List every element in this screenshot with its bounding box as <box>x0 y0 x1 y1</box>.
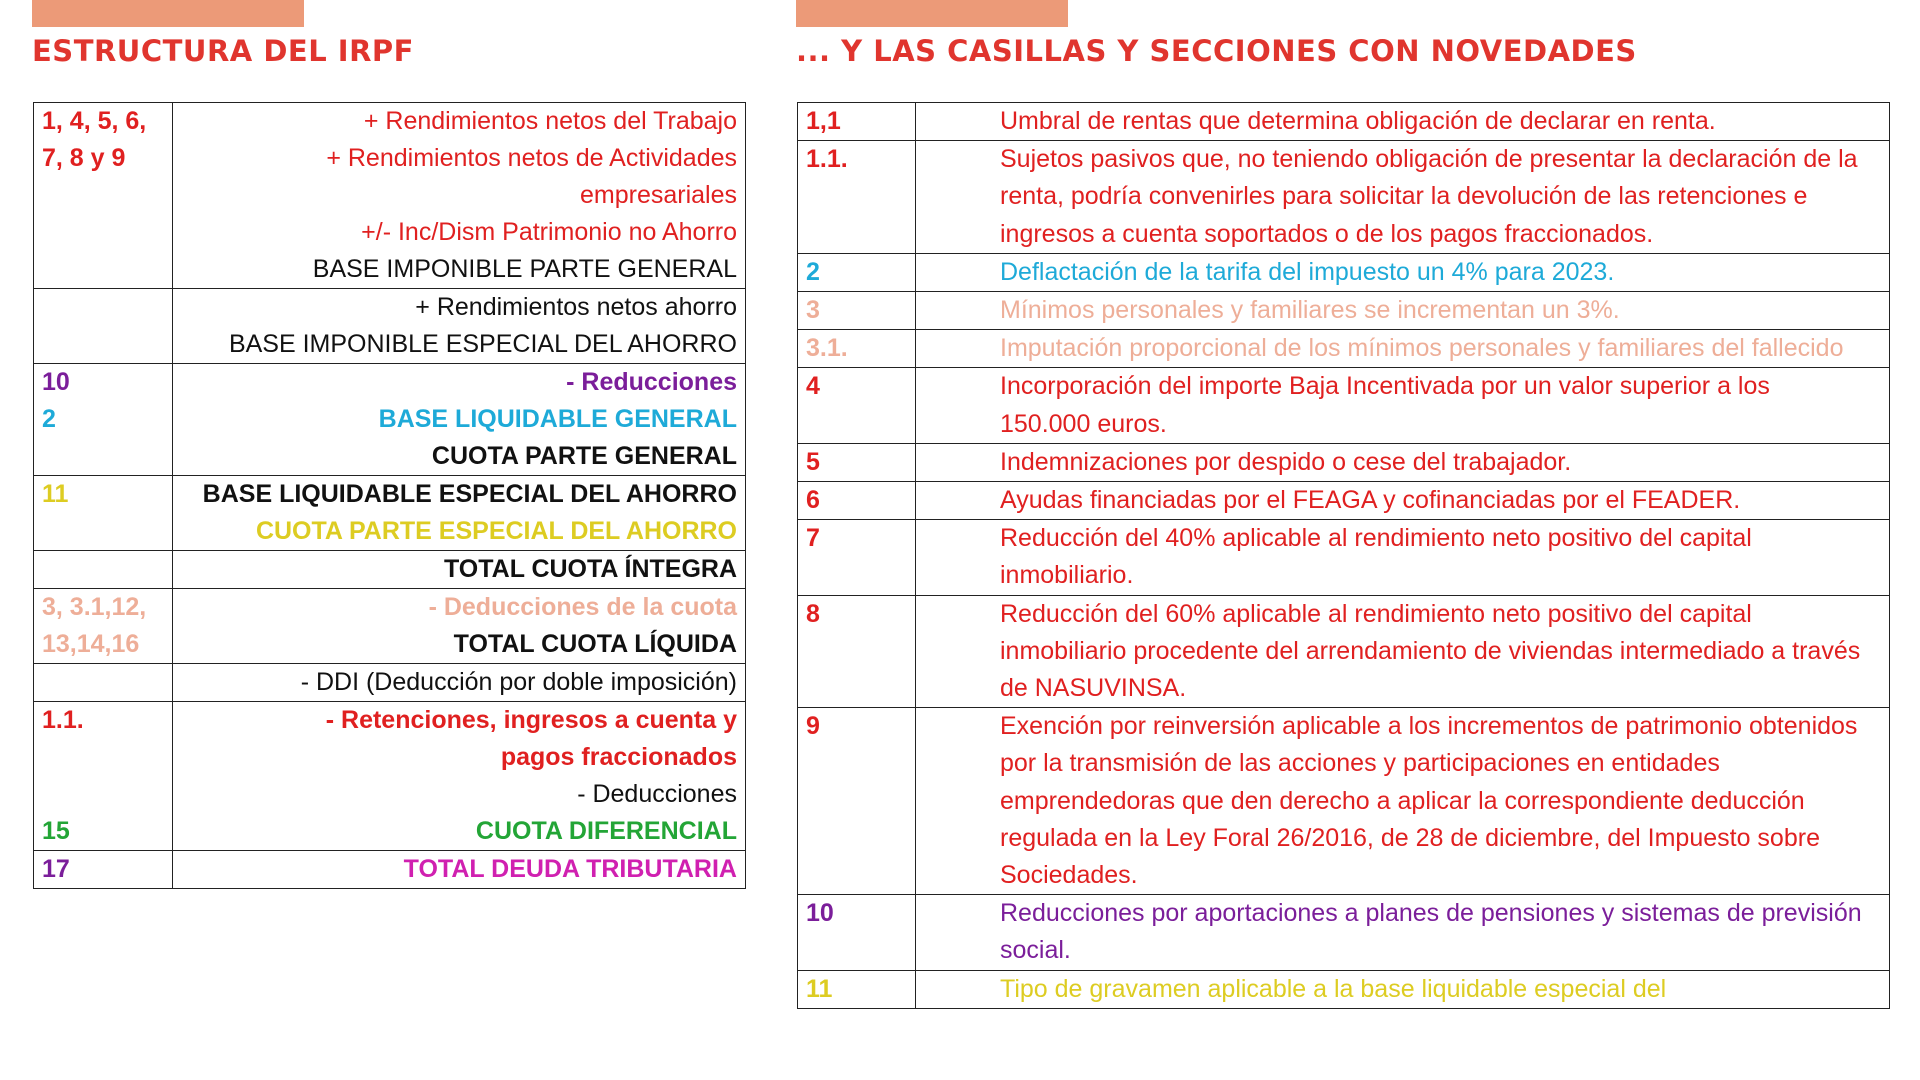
novelty-description-cell <box>916 103 1890 141</box>
novelty-row <box>798 443 1890 481</box>
novelty-code-cell <box>798 970 916 1008</box>
casilla-code: 1, 4, 5, 6, <box>42 107 147 135</box>
casilla-code: 2 <box>42 405 56 433</box>
novelty-row <box>798 482 1890 520</box>
casilla-codes-cell <box>34 664 173 702</box>
novelty-row <box>798 141 1890 254</box>
concept-line: +/- Inc/Dism Patrimonio no Ahorro <box>361 218 737 246</box>
right-section-title: ... Y LAS CASILLAS Y SECCIONES CON NOVEDADES <box>796 34 1637 68</box>
novelty-code-cell <box>798 595 916 708</box>
casilla-codes-cell <box>34 589 173 664</box>
casilla-code: 7, 8 y 9 <box>42 144 126 172</box>
novelty-row <box>798 253 1890 291</box>
novelty-code-cell <box>798 141 916 254</box>
concept-line: BASE LIQUIDABLE GENERAL <box>378 405 737 433</box>
concept-cell <box>173 589 746 664</box>
concept-line: BASE LIQUIDABLE ESPECIAL DEL AHORRO <box>202 480 737 508</box>
concept-line: - Retenciones, ingresos a cuenta y <box>325 706 737 734</box>
concept-cell <box>173 364 746 476</box>
concept-cell <box>173 289 746 364</box>
concept-line: + Rendimientos netos del Trabajo <box>363 107 737 135</box>
novelty-code: 2 <box>806 257 820 286</box>
novelty-description-cell <box>916 330 1890 368</box>
novelty-description: Reducción del 60% aplicable al rendimiento neto positivo del capital inmobiliario procedente del arrendamiento de viviendas intermediado a través de NASUVINSA. <box>1000 599 1861 703</box>
concept-cell <box>173 851 746 889</box>
structure-row <box>34 702 746 851</box>
concept-cell <box>173 702 746 851</box>
novelty-code-cell <box>798 520 916 595</box>
left-section-title: ESTRUCTURA DEL IRPF <box>32 34 414 68</box>
novelty-description: Tipo de gravamen aplicable a la base liquidable especial del <box>1000 974 1667 1003</box>
novelty-description: Umbral de rentas que determina obligación de declarar en renta. <box>1000 107 1716 135</box>
casilla-code: 17 <box>42 855 70 883</box>
concept-line: empresariales <box>579 181 737 209</box>
concept-line: CUOTA DIFERENCIAL <box>475 817 737 845</box>
casilla-codes-cell <box>34 551 173 589</box>
concept-line: pagos fraccionados <box>500 743 737 771</box>
novelty-description-cell <box>916 253 1890 291</box>
concept-cell <box>173 476 746 551</box>
novelty-description: Indemnizaciones por despido o cese del trabajador. <box>1000 447 1572 476</box>
concept-line: - DDI (Deducción por doble imposición) <box>300 668 737 696</box>
novelty-description-cell <box>916 443 1890 481</box>
concept-line: + Rendimientos netos ahorro <box>415 293 737 321</box>
novelty-code: 11 <box>806 974 833 1003</box>
casilla-codes-cell <box>34 702 173 851</box>
novelty-description: Mínimos personales y familiares se incrementan un 3%. <box>1000 296 1620 325</box>
novelty-code-cell <box>798 330 916 368</box>
novelty-description-cell <box>916 895 1890 970</box>
casilla-code: 11 <box>42 480 69 508</box>
right-header-tab <box>796 0 1068 27</box>
novelty-code: 8 <box>806 599 820 628</box>
novelty-description-cell <box>916 482 1890 520</box>
novelty-code-cell <box>798 253 916 291</box>
novelty-row <box>798 895 1890 970</box>
novelty-row <box>798 520 1890 595</box>
novelty-description: Reducciones por aportaciones a planes de pensiones y sistemas de previsión social. <box>1000 899 1862 965</box>
structure-row <box>34 551 746 589</box>
concept-line: - Reducciones <box>566 368 737 396</box>
left-header-tab <box>32 0 304 27</box>
novelty-code: 1,1 <box>806 107 841 135</box>
novelty-description: Incorporación del importe Baja Incentivada por un valor superior a los 150.000 euros. <box>1000 372 1770 438</box>
structure-row <box>34 589 746 664</box>
casilla-code <box>42 776 172 813</box>
novelty-code: 7 <box>806 524 820 553</box>
structure-row <box>34 476 746 551</box>
novelty-description-cell <box>916 708 1890 895</box>
novelty-description-cell <box>916 292 1890 330</box>
concept-cell <box>173 664 746 702</box>
structure-row <box>34 851 746 889</box>
novelty-description-cell <box>916 970 1890 1008</box>
novelty-code: 5 <box>806 447 820 476</box>
novelty-code: 4 <box>806 372 820 401</box>
concept-line: - Deducciones <box>577 780 737 808</box>
casilla-code <box>42 739 172 776</box>
novelty-description: Imputación proporcional de los mínimos personales y familiares del fallecido <box>1000 334 1844 363</box>
novelty-description-cell <box>916 368 1890 443</box>
novelty-code-cell <box>798 103 916 141</box>
novelty-row <box>798 595 1890 708</box>
structure-row <box>34 364 746 476</box>
novelties-table <box>797 102 1890 1009</box>
concept-line: + Rendimientos netos de Actividades <box>326 144 737 172</box>
novelty-row <box>798 970 1890 1008</box>
novelty-description-cell <box>916 141 1890 254</box>
novelty-code: 3.1. <box>806 334 848 363</box>
concept-line: CUOTA PARTE GENERAL <box>431 442 737 470</box>
casilla-code: 15 <box>42 817 70 845</box>
novelty-code-cell <box>798 708 916 895</box>
concept-line: BASE IMPONIBLE PARTE GENERAL <box>312 255 737 283</box>
novelty-row <box>798 330 1890 368</box>
concept-line: TOTAL CUOTA LÍQUIDA <box>453 630 737 658</box>
novelty-description: Deflactación de la tarifa del impuesto un 4% para 2023. <box>1000 257 1615 286</box>
novelty-description: Ayudas financiadas por el FEAGA y cofinanciadas por el FEADER. <box>1000 486 1741 515</box>
casilla-codes-cell <box>34 103 173 289</box>
structure-row <box>34 289 746 364</box>
casilla-code: 10 <box>42 368 70 396</box>
structure-row <box>34 103 746 289</box>
casilla-code: 1.1. <box>42 706 84 734</box>
novelty-description-cell <box>916 520 1890 595</box>
concept-line: CUOTA PARTE ESPECIAL DEL AHORRO <box>255 517 737 545</box>
concept-line: BASE IMPONIBLE ESPECIAL DEL AHORRO <box>228 330 737 358</box>
novelty-code: 9 <box>806 712 820 741</box>
structure-row <box>34 664 746 702</box>
novelty-description: Exención por reinversión aplicable a los incrementos de patrimonio obtenidos por la transmisión de las acciones y participaciones en entidades emprendedoras que den derecho a aplicar la correspondiente deducción regulada en la Ley Foral 26/2016, de 28 de diciembre, del Impuesto sobre Sociedades. <box>1000 712 1858 890</box>
casilla-codes-cell <box>34 289 173 364</box>
novelty-code: 10 <box>806 899 834 928</box>
novelty-code-cell <box>798 292 916 330</box>
casilla-codes-cell <box>34 851 173 889</box>
casilla-code: 13,14,16 <box>42 630 140 658</box>
novelty-code-cell <box>798 368 916 443</box>
novelty-description: Reducción del 40% aplicable al rendimiento neto positivo del capital inmobiliario. <box>1000 524 1752 590</box>
novelty-code: 6 <box>806 486 820 515</box>
concept-line: TOTAL DEUDA TRIBUTARIA <box>403 855 737 883</box>
concept-line: - Deducciones de la cuota <box>428 593 737 621</box>
casilla-code: 3, 3.1,12, <box>42 593 147 621</box>
novelty-row <box>798 103 1890 141</box>
casilla-codes-cell <box>34 364 173 476</box>
concept-cell <box>173 551 746 589</box>
novelty-code-cell <box>798 443 916 481</box>
novelty-code: 1.1. <box>806 145 848 174</box>
novelty-code-cell <box>798 482 916 520</box>
casilla-codes-cell <box>34 476 173 551</box>
novelty-code-cell <box>798 895 916 970</box>
novelty-description-cell <box>916 595 1890 708</box>
novelty-row <box>798 292 1890 330</box>
concept-line: TOTAL CUOTA ÍNTEGRA <box>443 555 737 583</box>
concept-cell <box>173 103 746 289</box>
novelty-row <box>798 708 1890 895</box>
novelty-description: Sujetos pasivos que, no teniendo obligación de presentar la declaración de la renta, podría convenirles para solicitar la devolución de las retenciones e ingresos a cuenta soportados o de los pagos fraccionados. <box>1000 145 1858 248</box>
novelty-row <box>798 368 1890 443</box>
irpf-structure-table <box>33 102 746 889</box>
novelty-code: 3 <box>806 296 820 325</box>
